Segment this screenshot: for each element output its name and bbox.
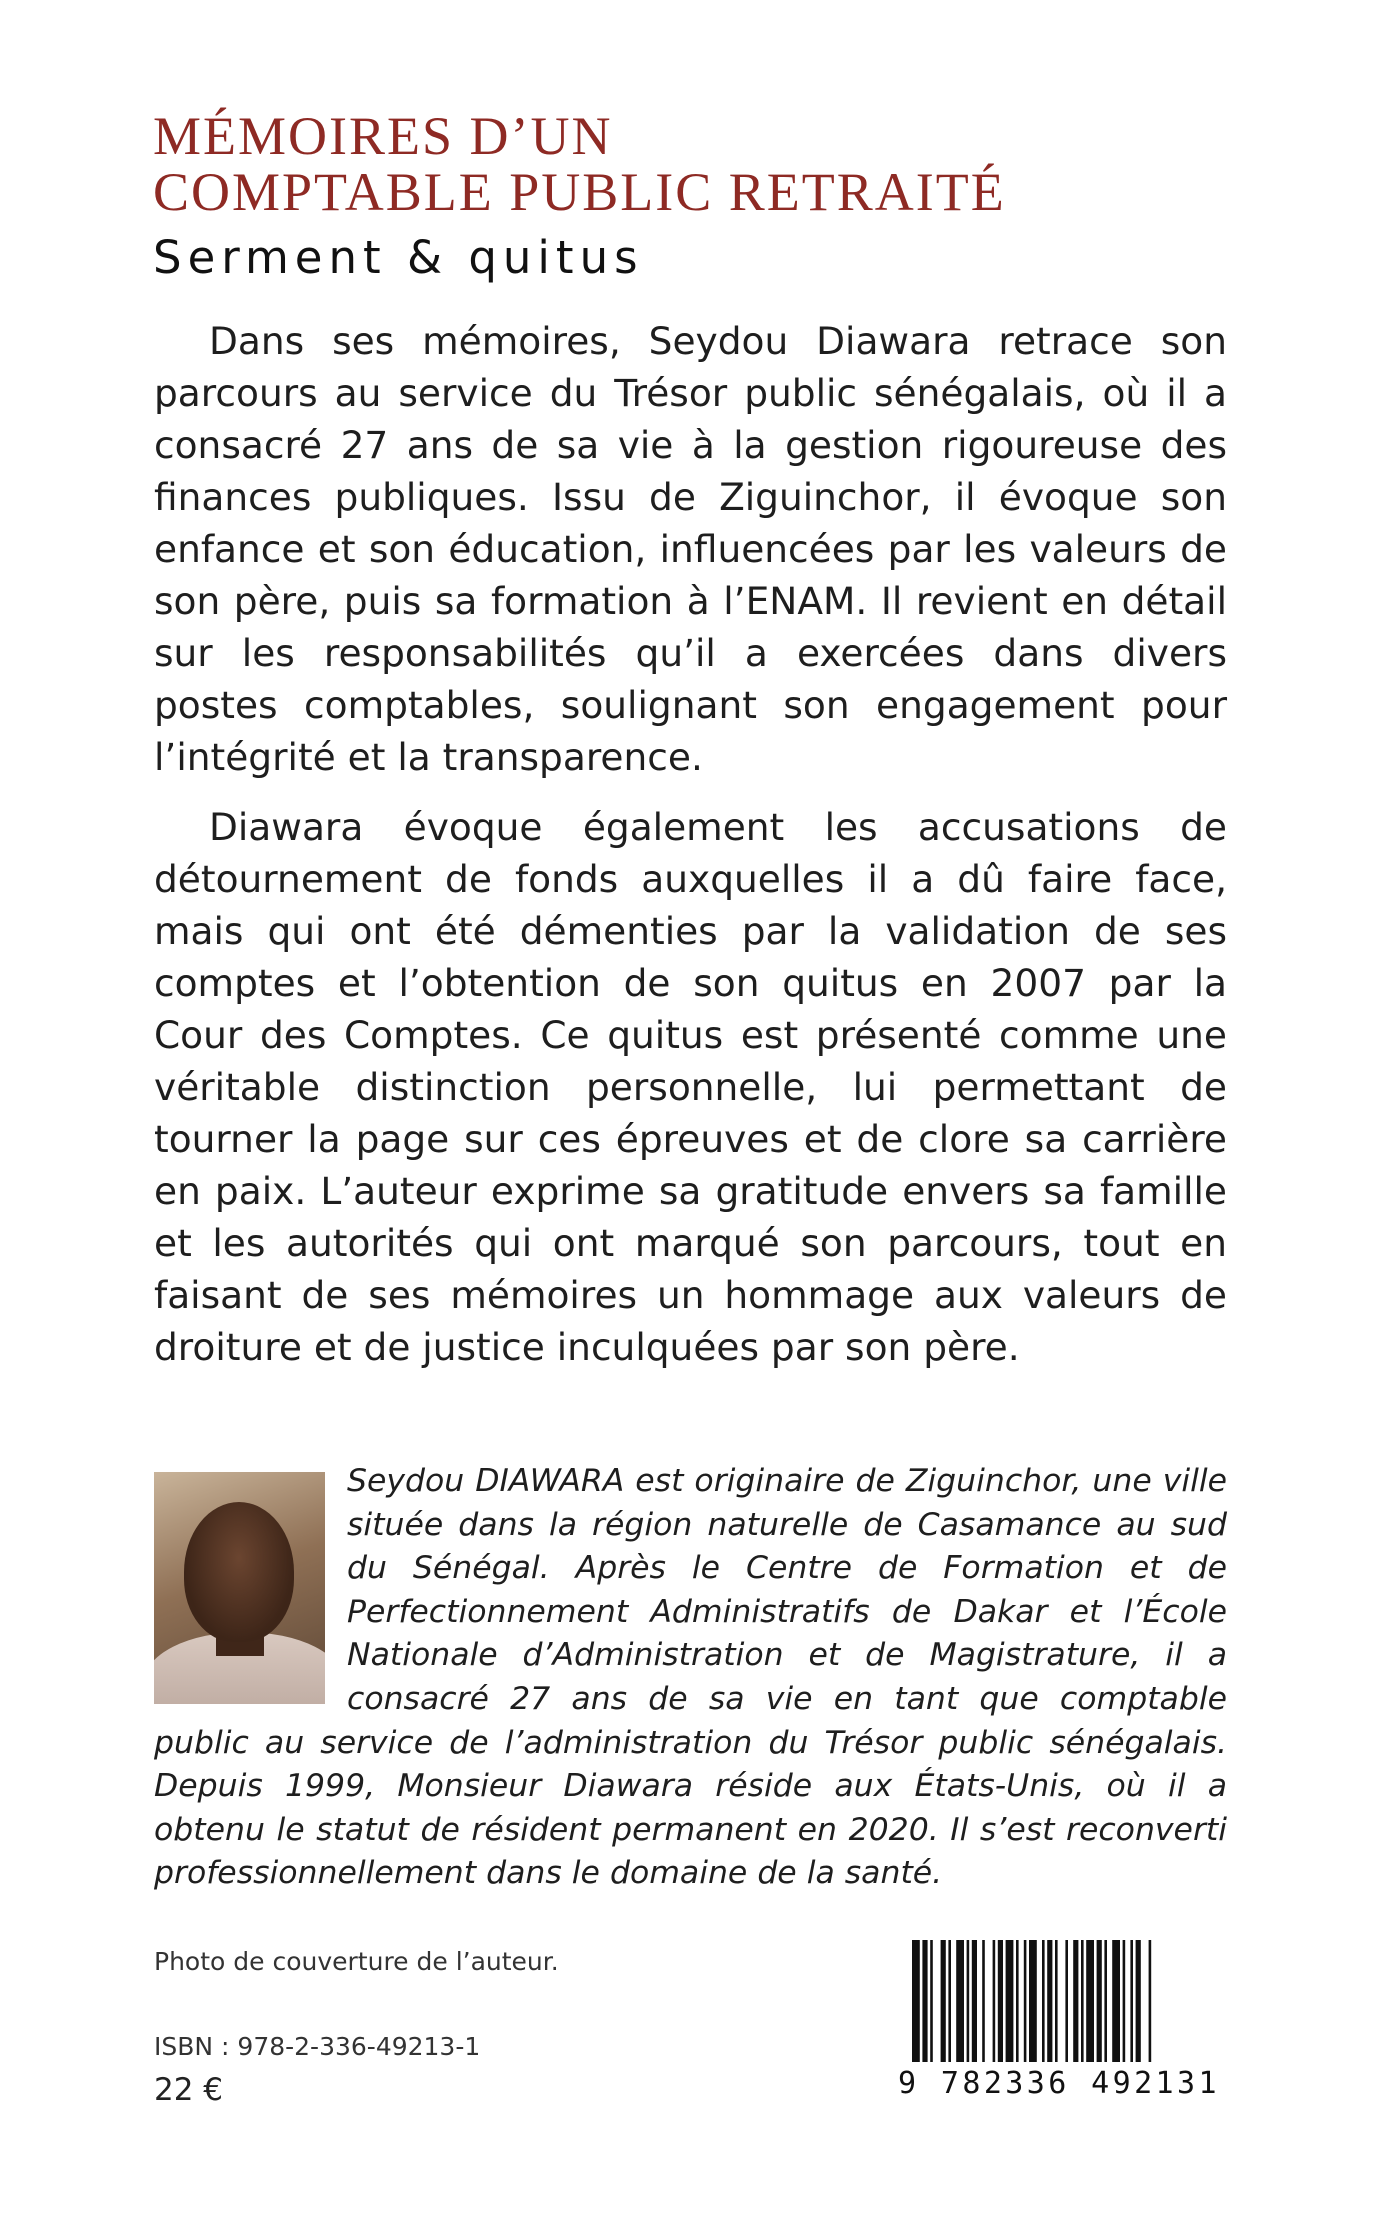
barcode-bar xyxy=(1123,1940,1126,2062)
barcode-bar xyxy=(1042,1940,1045,2062)
barcode-bar xyxy=(956,1940,964,2062)
book-subtitle: Serment & quitus xyxy=(153,231,644,284)
barcode-bar xyxy=(972,1940,977,2062)
barcode-bar xyxy=(1047,1940,1052,2062)
barcode-bars xyxy=(898,1940,1228,2080)
isbn: ISBN : 978-2-336-49213-1 xyxy=(154,2032,481,2061)
barcode-bar xyxy=(1065,1940,1068,2062)
author-bio-text: est originaire de Ziguinchor, une ville située dans la région naturelle de Casamance au sud du Sénégal. Après le Centre de Formation et de Perfectionnement Administratifs de Dakar et l’École Nationale d’Administration et de Magistrature, il a consacré 27 ans de sa vie en tant que comptable public au service de l’administration du Trésor public sénégalais. Depuis 1999, Monsieur Diawara réside aux États-Unis, où il a obtenu le statut de résident permanent en 2020. Il s’est reconverti professionnellement dans le domaine de la santé. xyxy=(154,1463,1227,1892)
barcode-bar xyxy=(1016,1940,1019,2062)
title-block xyxy=(153,108,1253,286)
author-bio-block xyxy=(154,1460,1227,1896)
barcode-bar xyxy=(1097,1940,1102,2062)
author-photo xyxy=(154,1472,325,1704)
barcode-bar xyxy=(993,1940,996,2062)
author-photo-face xyxy=(184,1502,294,1642)
barcode-bar xyxy=(1055,1940,1058,2062)
barcode-digits: 9 782336 492131 xyxy=(898,2066,1228,2101)
barcode-bar xyxy=(998,1940,1003,2062)
barcode-bar xyxy=(1006,1940,1014,2062)
barcode-bar xyxy=(1104,1940,1107,2062)
price: 22 € xyxy=(154,2072,224,2108)
book-title-line-2: COMPTABLE PUBLIC RETRAITÉ xyxy=(153,162,1006,222)
synopsis xyxy=(154,315,1227,1373)
barcode-bar xyxy=(930,1940,933,2062)
book-title-line-1: MÉMOIRES D’UN xyxy=(153,106,613,166)
barcode-bar xyxy=(982,1940,985,2062)
barcode-bar xyxy=(1073,1940,1078,2062)
barcode-bar xyxy=(967,1940,970,2062)
synopsis-paragraph-2: Diawara évoque également les accusations de détournement de fonds auxquelles il a dû faire face, mais qui ont été démenties par la validation de ses comptes et l’obtention de son quitus en 2007 par la Cour des Comptes. Ce quitus est présenté comme une véritable distinction personnelle, lui permettant de tourner la page sur ces épreuves et de clore sa carrière en paix. L’auteur exprime sa gratitude envers sa famille et les autorités qui ont marqué son parcours, tout en faisant de ses mémoires un hommage aux valeurs de droiture et de justice inculquées par son père. xyxy=(154,805,1227,1369)
barcode-bar xyxy=(948,1940,951,2062)
barcode-bar xyxy=(1081,1940,1084,2062)
barcode-bar xyxy=(1136,1940,1141,2062)
synopsis-paragraph-1: Dans ses mémoires, Seydou Diawara retrace son parcours au service du Trésor public sénégalais, où il a consacré 27 ans de sa vie à la gestion rigoureuse des finances publiques. Issu de Ziguinchor, il évoque son enfance et son éducation, influencées par les valeurs de son père, puis sa formation à l’ENAM. Il revient en détail sur les responsabilités qu’il a exercées dans divers postes comptables, soulignant son engagement pour l’intégrité et la transparence. xyxy=(154,319,1227,779)
photo-credit: Photo de couverture de l’auteur. xyxy=(154,1947,559,1976)
barcode-bar xyxy=(1149,1940,1152,2062)
author-name: Seydou DIAWARA xyxy=(347,1463,625,1499)
barcode-bar xyxy=(1029,1940,1037,2062)
barcode-bar xyxy=(1024,1940,1027,2062)
barcode-bar xyxy=(941,1940,946,2062)
barcode-bar xyxy=(912,1940,920,2062)
barcode-bar xyxy=(1086,1940,1094,2062)
barcode-bar xyxy=(1130,1940,1133,2062)
barcode-bar xyxy=(922,1940,927,2062)
barcode-bar xyxy=(1112,1940,1120,2062)
barcode xyxy=(898,1940,1228,2110)
